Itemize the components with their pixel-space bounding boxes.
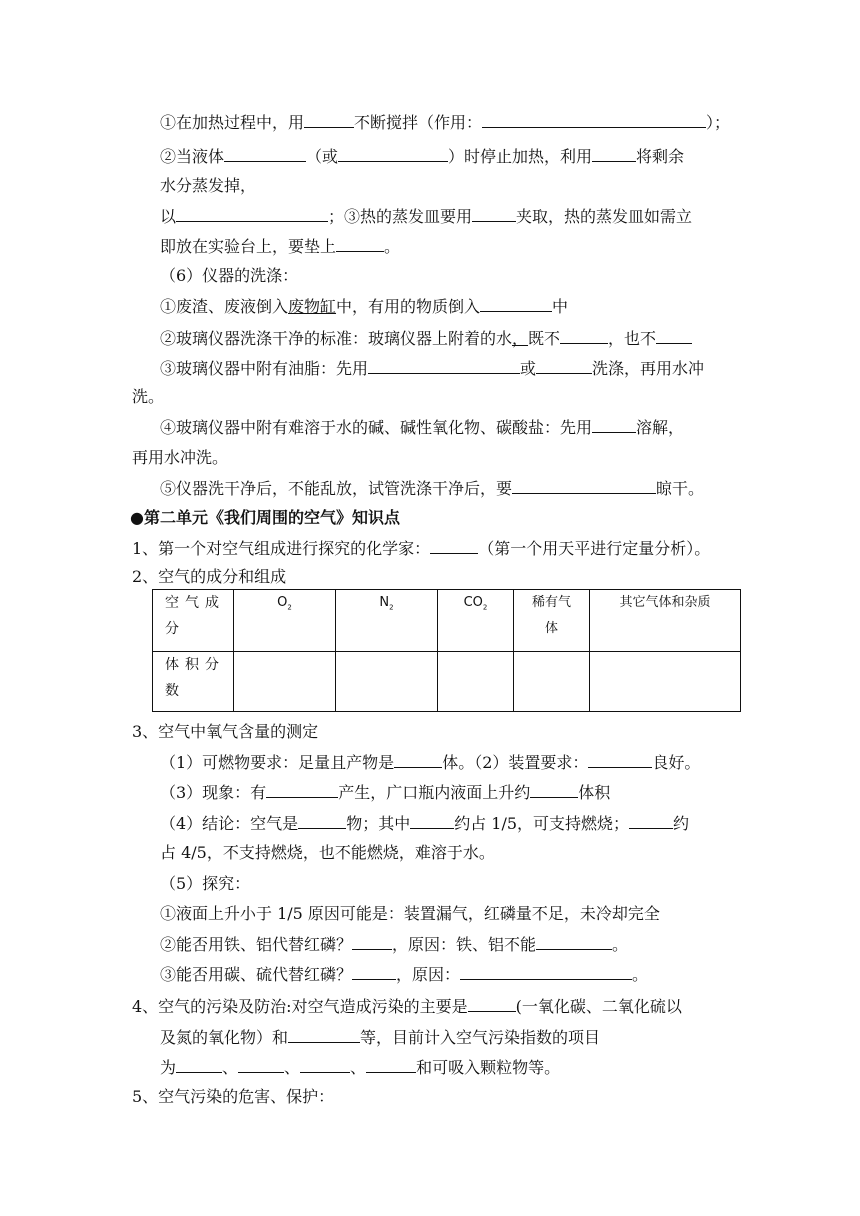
subscript: 2 bbox=[389, 603, 394, 612]
text: 约占 1/5，可支持燃烧； bbox=[454, 814, 630, 833]
text: ②当液体 bbox=[160, 147, 225, 166]
text: ，原因： bbox=[396, 965, 461, 984]
question-4-cont bbox=[160, 1027, 600, 1048]
fill-blank[interactable] bbox=[304, 112, 354, 128]
text: ①液面上升小于 1/5 原因可能是：装置漏气，红磷量不足，未冷却完全 bbox=[160, 904, 660, 923]
text: 1、第一个对空气组成进行探究的化学家： bbox=[132, 539, 431, 558]
fill-blank[interactable] bbox=[430, 538, 478, 554]
line-explore-2 bbox=[160, 934, 628, 955]
line-tongs bbox=[160, 206, 692, 227]
text: (一氧化碳、二氧化硫以 bbox=[515, 997, 682, 1016]
fill-blank[interactable] bbox=[300, 1057, 350, 1073]
text: 良好。 bbox=[652, 753, 701, 772]
text: 既不 bbox=[528, 329, 561, 348]
table-cell-o2 bbox=[234, 590, 336, 652]
text: ；③热的蒸发皿要用 bbox=[328, 207, 473, 226]
text: 以 bbox=[160, 207, 177, 226]
fill-blank[interactable] bbox=[288, 1027, 360, 1043]
fill-blank[interactable] bbox=[176, 206, 328, 222]
text: 水分蒸发掉， bbox=[160, 176, 257, 195]
text: 或 bbox=[520, 359, 537, 378]
text: 溶解， bbox=[636, 418, 685, 437]
text: 再用水冲洗。 bbox=[132, 448, 229, 467]
line-rinse-water bbox=[132, 448, 228, 468]
line-explore bbox=[160, 874, 250, 894]
text: ●第二单元《我们周围的空气》知识点 bbox=[130, 508, 400, 527]
line-dry bbox=[160, 478, 704, 499]
table-cell-rare-gas bbox=[514, 590, 590, 652]
text: 体。（2）装置要求： bbox=[442, 753, 589, 772]
text: 产生，广口瓶内液面上升约 bbox=[338, 783, 531, 802]
text: （6）仪器的洗涤： bbox=[160, 266, 299, 285]
table-row bbox=[153, 652, 741, 712]
fill-blank[interactable] bbox=[410, 813, 454, 829]
underlined-text: ， bbox=[512, 329, 529, 348]
line-heating-stir bbox=[160, 112, 730, 133]
text: 分 bbox=[165, 621, 185, 637]
text: 体积 bbox=[578, 783, 611, 802]
line-stop-heating bbox=[160, 146, 684, 167]
line-combustible bbox=[160, 752, 700, 773]
text: ④玻璃仪器中附有难溶于水的碱、碱性氧化物、碳酸盐：先用 bbox=[160, 418, 593, 437]
fill-blank[interactable] bbox=[298, 813, 346, 829]
fill-blank[interactable] bbox=[366, 1057, 416, 1073]
question-1 bbox=[132, 538, 710, 559]
fill-blank[interactable] bbox=[394, 752, 442, 768]
fill-blank[interactable] bbox=[336, 236, 384, 252]
fill-blank[interactable] bbox=[472, 206, 516, 222]
text: ①在加热过程中，用 bbox=[160, 113, 305, 132]
fill-blank[interactable] bbox=[530, 782, 578, 798]
text: 其它气体和杂质 bbox=[619, 595, 711, 610]
table-cell-row-label bbox=[153, 590, 234, 652]
text: 。 bbox=[384, 237, 401, 256]
text: 和可吸入颗粒物等。 bbox=[416, 1058, 561, 1077]
text: 晾干。 bbox=[656, 479, 705, 498]
text: 体 bbox=[544, 621, 558, 636]
text: （1）可燃物要求：足量且产物是 bbox=[160, 753, 395, 772]
table-cell-n2 bbox=[336, 590, 438, 652]
fill-blank[interactable] bbox=[224, 146, 306, 162]
unit-two-heading bbox=[130, 508, 400, 528]
fill-blank[interactable] bbox=[368, 358, 520, 374]
text: 为 bbox=[160, 1058, 177, 1077]
question-4 bbox=[132, 996, 682, 1017]
text: 、 bbox=[222, 1058, 239, 1077]
fill-blank[interactable] bbox=[592, 146, 636, 162]
text: 。 bbox=[612, 935, 629, 954]
subscript: 2 bbox=[482, 603, 488, 612]
fill-blank[interactable] bbox=[512, 478, 656, 494]
line-waste bbox=[160, 296, 568, 317]
fill-blank[interactable] bbox=[480, 296, 552, 312]
text: ⑤仪器洗干净后，不能乱放，试管洗涤干净后，要 bbox=[160, 479, 513, 498]
text: 中，有用的物质倒入 bbox=[336, 297, 481, 316]
line-pad bbox=[160, 236, 400, 257]
line-explore-1 bbox=[160, 904, 660, 924]
table-cell-row-label bbox=[153, 652, 234, 712]
text: 及氮的氧化物）和 bbox=[160, 1028, 289, 1047]
text: 洗。 bbox=[132, 387, 165, 406]
line-conclusion bbox=[160, 813, 689, 834]
text: （5）探究： bbox=[160, 874, 251, 893]
text: 。 bbox=[632, 965, 649, 984]
fill-blank[interactable] bbox=[536, 934, 612, 950]
text: 将剩余 bbox=[636, 147, 685, 166]
fill-blank[interactable] bbox=[238, 1057, 284, 1073]
table-cell-empty[interactable] bbox=[336, 652, 438, 712]
text: 空气成 bbox=[165, 595, 225, 611]
text: O bbox=[277, 595, 288, 610]
text: 稀有气 bbox=[531, 595, 571, 610]
text: 物；其中 bbox=[346, 814, 411, 833]
subheading-washing bbox=[160, 266, 298, 286]
fill-blank[interactable] bbox=[468, 996, 516, 1012]
text: （3）现象：有 bbox=[160, 783, 267, 802]
fill-blank[interactable] bbox=[592, 417, 636, 433]
fill-blank[interactable] bbox=[536, 358, 592, 374]
text: 约 bbox=[673, 814, 690, 833]
text: ②能否用铁、铝代替红磷？ bbox=[160, 935, 353, 954]
text: ③玻璃仪器中附有油脂：先用 bbox=[160, 359, 369, 378]
line-oil bbox=[160, 358, 704, 379]
fill-blank[interactable] bbox=[338, 146, 448, 162]
text: 、 bbox=[284, 1058, 301, 1077]
line-phenomenon bbox=[160, 782, 610, 803]
table-cell-co2 bbox=[438, 590, 514, 652]
text: CO bbox=[463, 595, 483, 610]
line-conclusion-cont bbox=[160, 843, 495, 863]
table-row bbox=[153, 590, 741, 652]
text: 即放在实验台上，要垫上 bbox=[160, 237, 337, 256]
text: 5、空气污染的危害、保护： bbox=[132, 1087, 335, 1106]
table-cell-other bbox=[590, 590, 741, 652]
fill-blank[interactable] bbox=[482, 112, 706, 128]
text: 、 bbox=[350, 1058, 367, 1077]
question-5 bbox=[132, 1087, 334, 1107]
fill-blank[interactable] bbox=[588, 752, 652, 768]
text: 夹取，热的蒸发皿如需立 bbox=[516, 207, 693, 226]
fill-blank[interactable] bbox=[352, 934, 392, 950]
line-insoluble bbox=[160, 417, 684, 438]
text: 4、空气的污染及防治:对空气造成污染的主要是 bbox=[132, 997, 468, 1016]
text: 等，目前计入空气污染指数的项目 bbox=[360, 1028, 601, 1047]
fill-blank[interactable] bbox=[656, 328, 692, 344]
text: ，也不 bbox=[608, 329, 657, 348]
air-composition-table bbox=[152, 589, 741, 712]
table-cell-empty[interactable] bbox=[234, 652, 336, 712]
text: ①废渣、废液倒入 bbox=[160, 297, 289, 316]
question-3 bbox=[132, 722, 318, 742]
text: 不断搅拌（作用： bbox=[354, 113, 483, 132]
fill-blank[interactable] bbox=[629, 813, 673, 829]
table-cell-empty[interactable] bbox=[438, 652, 514, 712]
fill-blank[interactable] bbox=[176, 1057, 222, 1073]
text: ②玻璃仪器洗涤干净的标准：玻璃仪器上附着的水 bbox=[160, 329, 513, 348]
text: 洗涤，再用水冲 bbox=[592, 359, 705, 378]
line-clean-standard bbox=[160, 328, 692, 349]
text: 2、空气的成分和组成 bbox=[132, 567, 287, 586]
fill-blank[interactable] bbox=[560, 328, 608, 344]
text: 体积分 bbox=[165, 657, 225, 673]
text: N bbox=[379, 595, 390, 610]
underlined-text: 废物缸 bbox=[288, 297, 337, 316]
fill-blank[interactable] bbox=[460, 964, 632, 980]
text: 3、空气中氧气含量的测定 bbox=[132, 722, 319, 741]
subscript: 2 bbox=[287, 603, 292, 612]
text: ③能否用碳、硫代替红磷？ bbox=[160, 965, 353, 984]
text: （或 bbox=[306, 147, 339, 166]
text: 中 bbox=[552, 297, 569, 316]
table-cell-empty[interactable] bbox=[590, 652, 741, 712]
table-cell-empty[interactable] bbox=[514, 652, 590, 712]
text: 占 4/5，不支持燃烧，也不能燃烧，难溶于水。 bbox=[160, 843, 495, 862]
text: （4）结论：空气是 bbox=[160, 814, 299, 833]
line-rinse bbox=[132, 387, 164, 407]
question-2 bbox=[132, 567, 286, 587]
text: ，原因：铁、铝不能 bbox=[392, 935, 537, 954]
question-4-cont-2 bbox=[160, 1057, 560, 1078]
line-evaporate bbox=[160, 176, 256, 196]
fill-blank[interactable] bbox=[266, 782, 338, 798]
text: ）； bbox=[706, 113, 731, 132]
text: （第一个用天平进行定量分析）。 bbox=[478, 539, 711, 558]
text: ）时停止加热，利用 bbox=[448, 147, 593, 166]
text: 数 bbox=[165, 683, 185, 699]
fill-blank[interactable] bbox=[352, 964, 396, 980]
line-explore-3 bbox=[160, 964, 648, 985]
